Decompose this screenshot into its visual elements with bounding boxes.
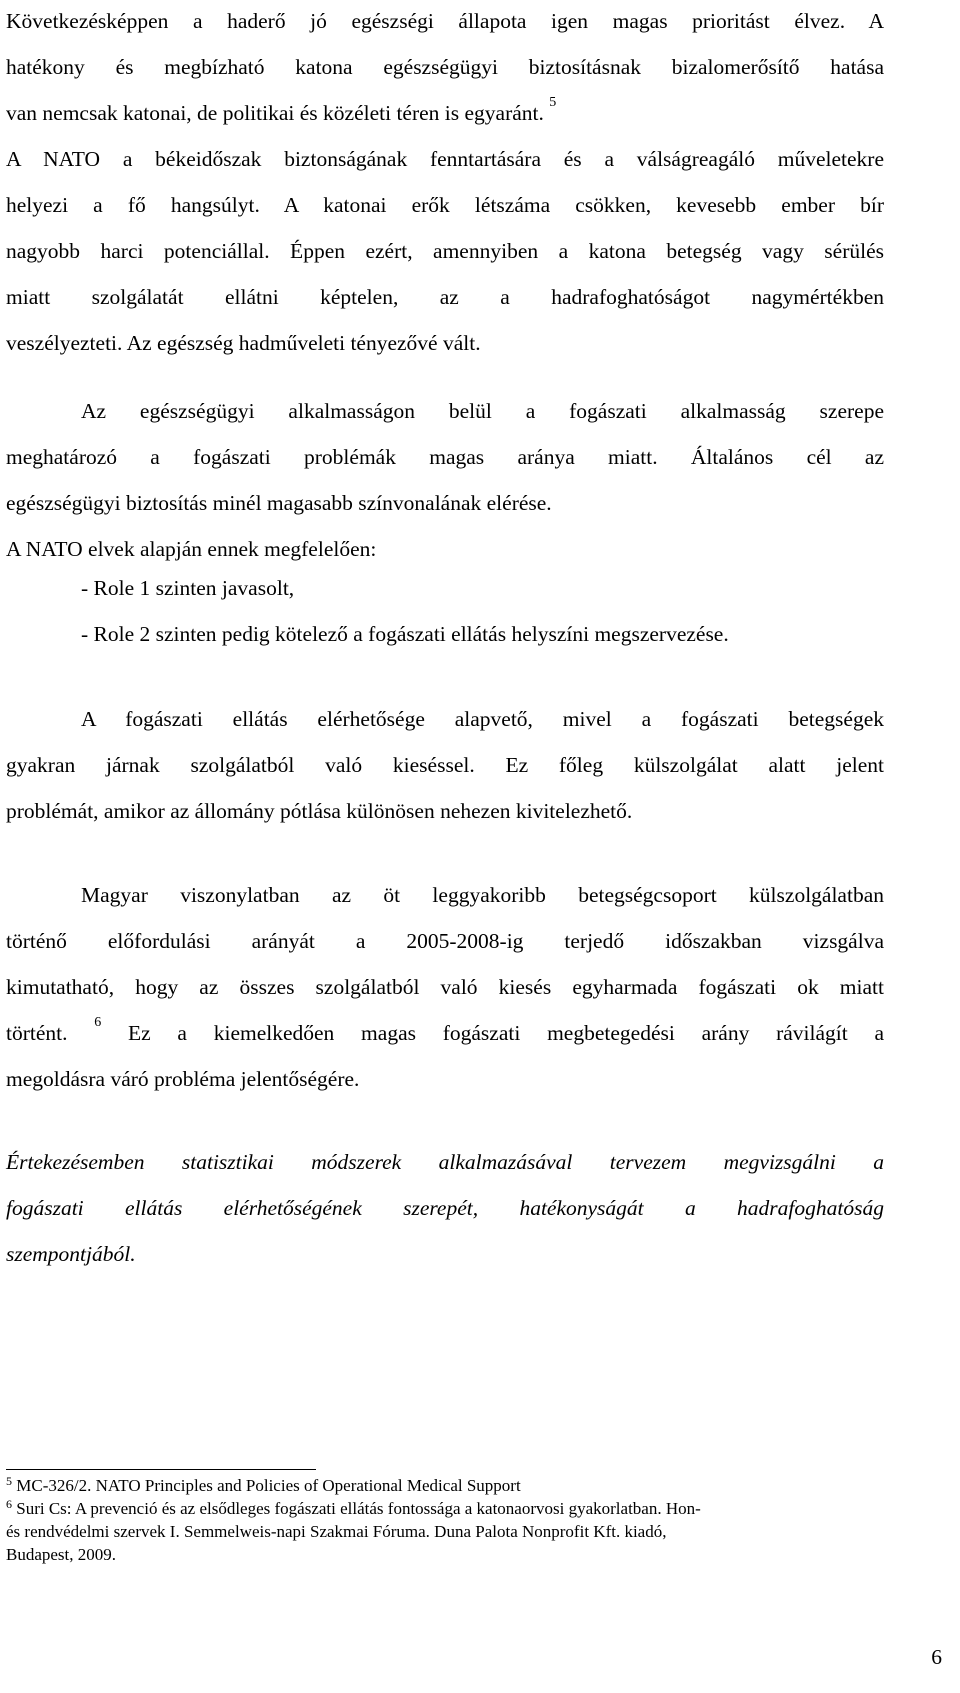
footnote-number: 6 [6, 1497, 12, 1511]
text-line: Az egészségügyi alkalmasságon belül a fogászati alkalmasság szerepe [81, 399, 884, 423]
text-line: A NATO a békeidőszak biztonságának fenntartására és a válságreagáló műveletekre [6, 147, 884, 171]
list-item-role-1: - Role 1 szinten javasolt, [81, 576, 295, 600]
text-line: veszélyezteti. Az egészség hadműveleti tényezővé vált. [6, 331, 481, 355]
footnote-divider [6, 1469, 316, 1470]
text-line: kimutatható, hogy az összes szolgálatból való kiesés egyharmada fogászati ok miatt [6, 975, 884, 999]
page-number: 6 [931, 1645, 942, 1669]
text-line: Értekezésemben statisztikai módszerek alkalmazásával tervezem megvizsgálni a [6, 1150, 884, 1174]
footnote-text: Suri Cs: A prevenció és az elsődleges fogászati ellátás fontossága a katonaorvosi gyakorlatban. Hon- [16, 1499, 701, 1518]
text-line: meghatározó a fogászati problémák magas aránya miatt. Általános cél az [6, 445, 884, 469]
footnote-ref-5[interactable]: 5 [549, 95, 557, 110]
text-line: megoldásra váró probléma jelentőségére. [6, 1067, 360, 1091]
paragraph-1 [6, 0, 884, 366]
footnote-5 [6, 1474, 881, 1497]
text-line: A NATO elvek alapján ennek megfelelően: [6, 537, 377, 561]
text-line: Magyar viszonylatban az öt leggyakoribb betegségcsoport külszolgálatban [81, 883, 884, 907]
footnote-number: 5 [6, 1474, 12, 1488]
footnote-line [6, 1474, 881, 1497]
paragraph-4 [6, 872, 884, 1102]
footnote-line: és rendvédelmi szervek I. Semmelweis-napi Szakmai Fóruma. Duna Palota Nonprofit Kft. kiadó, [6, 1522, 667, 1541]
text-line: Következésképpen a haderő jó egészségi állapota igen magas prioritást élvez. A [6, 9, 884, 33]
footnote-text: MC-326/2. NATO Principles and Policies of Operational Medical Support [16, 1476, 521, 1495]
list-item-role-2: - Role 2 szinten pedig kötelező a fogászati ellátás helyszíni megszervezése. [81, 622, 729, 646]
footnote-line: Budapest, 2009. [6, 1545, 117, 1564]
text-line: hatékony és megbízható katona egészségügyi biztosításnak bizalomerősítő hatása [6, 55, 884, 79]
text-line [6, 1010, 884, 1056]
text-line: gyakran járnak szolgálatból való kieséssel. Ez főleg külszolgálat alatt jelent [6, 753, 884, 777]
paragraph-5 [6, 1139, 884, 1277]
text-line-content: Ez a kiemelkedően magas fogászati megbetegedési arány rávilágít a [128, 1021, 885, 1045]
text-line: miatt szolgálatát ellátni képtelen, az a hadrafoghatóságot nagymértékben [6, 285, 884, 309]
paragraph-3 [6, 696, 884, 834]
text-line [6, 90, 884, 136]
text-line: nagyobb harci potenciállal. Éppen ezért, amennyiben a katona betegség vagy sérülés [6, 239, 884, 263]
footnote-ref-6[interactable]: 6 [94, 1015, 102, 1030]
text-line-content: van nemcsak katonai, de politikai és közéleti téren is egyaránt. [6, 101, 544, 125]
text-line: történő előfordulási arányát a 2005-2008-ig terjedő időszakban vizsgálva [6, 929, 884, 953]
text-line: szempontjából. [6, 1242, 136, 1266]
footnote-line [6, 1497, 881, 1520]
text-line: helyezi a fő hangsúlyt. A katonai erők létszáma csökken, kevesebb ember bír [6, 193, 884, 217]
footnote-6 [6, 1497, 881, 1566]
paragraph-2 [6, 388, 884, 572]
text-line: problémát, amikor az állomány pótlása különösen nehezen kivitelezhető. [6, 799, 633, 823]
text-line-content: történt. [6, 1021, 68, 1045]
text-line: fogászati ellátás elérhetőségének szerepét, hatékonyságát a hadrafoghatóság [6, 1196, 884, 1220]
text-line: A fogászati ellátás elérhetősége alapvető, mivel a fogászati betegségek [81, 707, 884, 731]
text-line: egészségügyi biztosítás minél magasabb színvonalának elérése. [6, 491, 552, 515]
